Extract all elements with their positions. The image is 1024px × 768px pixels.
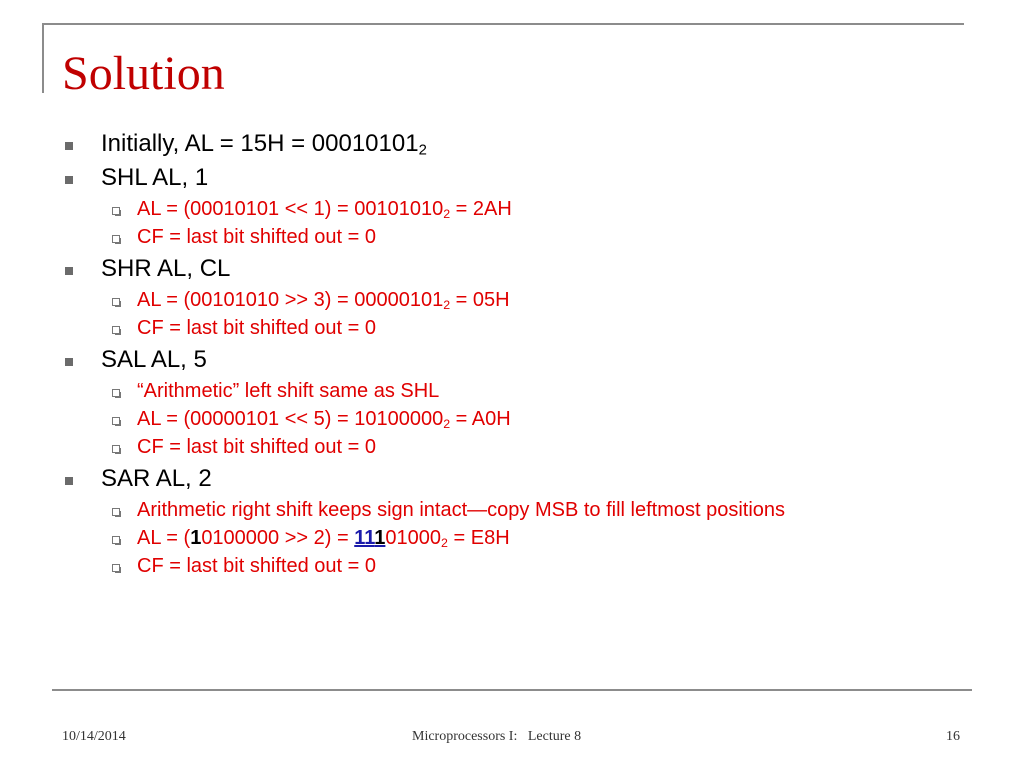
checkbox-bullet-icon	[112, 445, 120, 453]
bullet-text: SAL AL, 5	[101, 346, 207, 373]
sub-bullet-shl-result	[60, 197, 960, 221]
square-bullet-icon	[65, 477, 73, 485]
sub-bullet-text: Arithmetic right shift keeps sign intact—copy MSB to fill leftmost positions	[137, 499, 786, 521]
sub-bullet-sar-cf	[60, 554, 960, 578]
sub-bullet-sal-note	[60, 379, 960, 403]
frame-bottom-line	[52, 689, 972, 691]
footer-date: 10/14/2014	[62, 729, 126, 744]
subscript: 2	[443, 207, 451, 222]
square-bullet-icon	[65, 176, 73, 184]
bullet-text: SAR AL, 2	[101, 465, 212, 492]
sub-bullet-text: = 2AH	[450, 198, 512, 220]
sub-bullet-shl-cf	[60, 225, 960, 249]
footer-lecture: Microprocessors I: Lecture 8	[412, 729, 582, 744]
sub-bullet-sal-result	[60, 407, 960, 431]
sub-bullet-sar-result	[60, 526, 960, 550]
bullet-initially	[60, 128, 960, 160]
checkbox-bullet-icon	[112, 298, 120, 306]
sub-bullet-shr-result	[60, 288, 960, 312]
sub-bullet-text: 0100000 >> 2) =	[201, 527, 355, 549]
subscript: 2	[418, 142, 427, 159]
square-bullet-icon	[65, 142, 73, 150]
subscript: 2	[441, 536, 448, 551]
checkbox-bullet-icon	[112, 235, 120, 243]
sub-bullet-sal-cf	[60, 435, 960, 459]
sub-bullet-text: CF = last bit shifted out = 0	[137, 436, 377, 458]
bullet-shr	[60, 253, 960, 285]
sub-bullet-text: AL = (	[137, 527, 191, 549]
sub-bullet-text: = E8H	[447, 527, 510, 549]
sub-bullet-text: AL = (00101010 >> 3) = 00000101	[137, 289, 444, 311]
bullet-text: Initially, AL = 15H = 00010101	[101, 130, 419, 157]
original-msb: 1	[374, 527, 386, 549]
sub-bullet-text: CF = last bit shifted out = 0	[137, 317, 377, 339]
square-bullet-icon	[65, 267, 73, 275]
bullet-sal	[60, 344, 960, 376]
copied-sign-bits	[354, 527, 385, 549]
checkbox-bullet-icon	[112, 389, 120, 397]
checkbox-bullet-icon	[112, 564, 120, 572]
checkbox-bullet-icon	[112, 326, 120, 334]
sub-bullet-text: “Arithmetic” left shift same as SHL	[137, 380, 440, 402]
sub-bullet-text: = A0H	[450, 408, 511, 430]
frame-top-line	[42, 23, 964, 25]
sub-bullet-text: AL = (00010101 << 1) = 00101010	[137, 198, 444, 220]
checkbox-bullet-icon	[112, 207, 120, 215]
checkbox-bullet-icon	[112, 417, 120, 425]
subscript: 2	[443, 417, 451, 432]
copied-bits: 11	[354, 527, 375, 549]
sub-bullet-shr-cf	[60, 316, 960, 340]
sub-bullet-text: CF = last bit shifted out = 0	[137, 555, 377, 577]
bullet-text: SHL AL, 1	[101, 164, 209, 191]
sub-bullet-text: AL = (00000101 << 5) = 10100000	[137, 408, 444, 430]
checkbox-bullet-icon	[112, 536, 120, 544]
bullet-sar	[60, 463, 960, 495]
checkbox-bullet-icon	[112, 508, 120, 516]
msb-highlight: 1	[190, 527, 202, 549]
footer-page-number: 16	[946, 729, 960, 744]
sub-bullet-text: 01000	[385, 527, 442, 549]
slide-title: Solution	[62, 47, 225, 100]
slide-content	[60, 128, 960, 582]
frame-left-line	[42, 23, 44, 93]
sub-bullet-sar-note	[60, 498, 897, 522]
sub-bullet-text: = 05H	[450, 289, 510, 311]
bullet-text: SHR AL, CL	[101, 255, 231, 282]
bullet-shl	[60, 162, 960, 194]
square-bullet-icon	[65, 358, 73, 366]
subscript: 2	[443, 298, 451, 313]
sub-bullet-text: CF = last bit shifted out = 0	[137, 226, 377, 248]
